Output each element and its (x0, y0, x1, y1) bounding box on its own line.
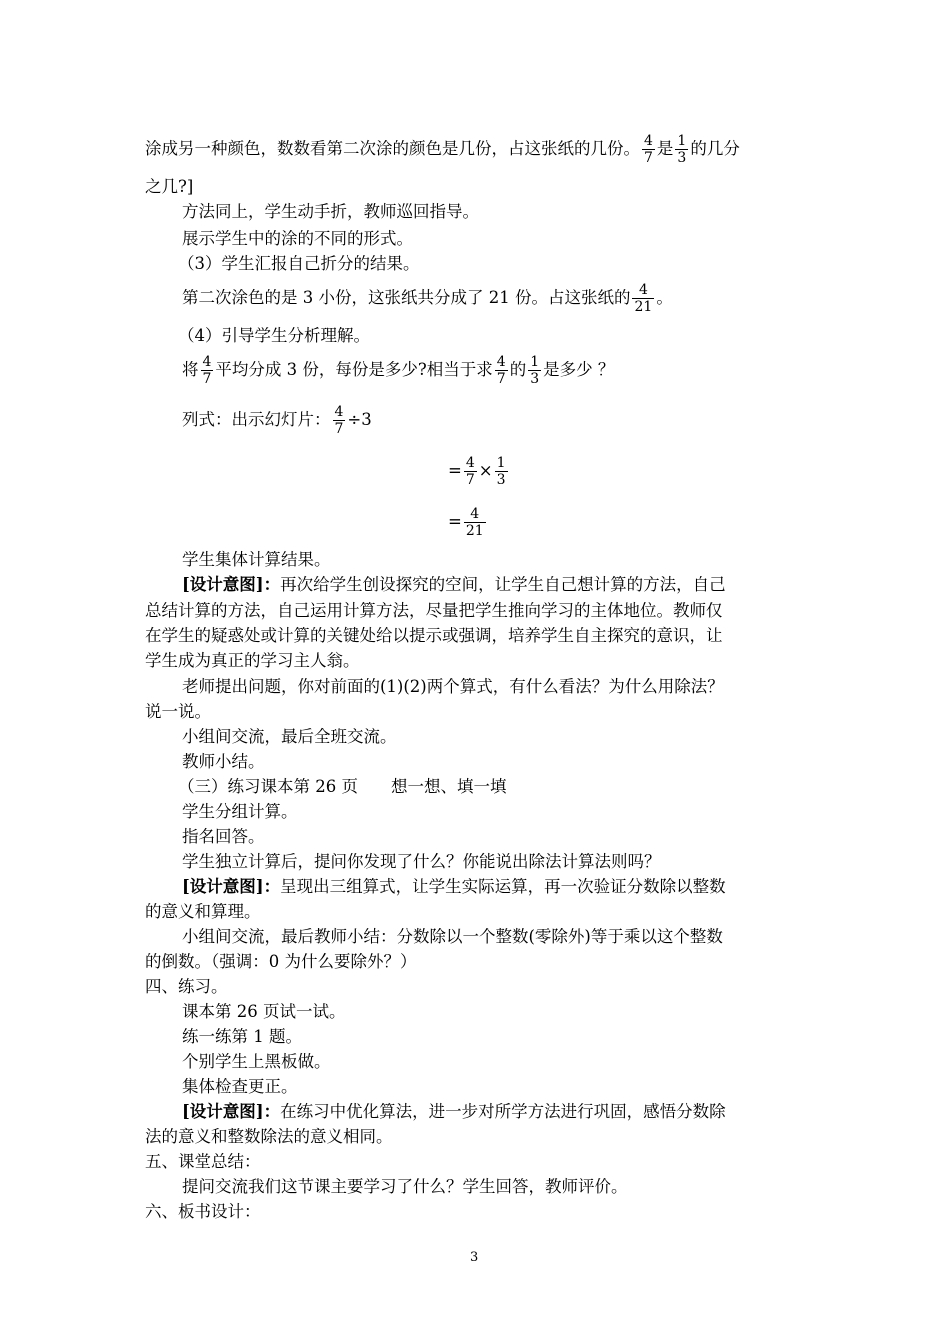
design-intent-label: [设计意图]： (182, 1102, 281, 1121)
denominator: 21 (465, 523, 484, 539)
equals-sign: = (448, 461, 462, 480)
equation-line (448, 455, 510, 488)
denominator: 7 (202, 371, 212, 387)
text-line: 的意义和算理。 (145, 902, 261, 921)
fraction (464, 455, 477, 488)
text-span: 涂成另一种颜色，数数看第二次涂的颜色是几份，占这张纸的几份。 (145, 139, 640, 158)
fraction (528, 354, 541, 387)
design-intent-label: [设计意图]： (182, 877, 281, 896)
denominator: 7 (644, 150, 653, 166)
text-line (182, 876, 726, 898)
numerator: 4 (202, 354, 212, 370)
text-line: （4）引导学生分析理解。 (178, 326, 370, 345)
text-line: 的倒数。（强调：0 为什么要除外？） (145, 952, 417, 971)
denominator: 3 (496, 472, 506, 488)
text-line: 提问交流我们这节课主要学习了什么？学生回答，教师评价。 (182, 1177, 628, 1196)
text-line: 小组间交流，最后教师小结：分数除以一个整数(零除外)等于乘以这个整数 (182, 927, 723, 946)
fraction (675, 133, 688, 166)
text-line: 课本第 26 页试一试。 (182, 1002, 346, 1021)
denominator: 3 (530, 371, 540, 387)
fraction (495, 455, 508, 488)
numerator: 1 (530, 354, 540, 370)
text-line: 教师小结。 (182, 752, 265, 771)
text-line (182, 574, 726, 596)
numerator: 1 (677, 133, 687, 149)
text-line (182, 282, 673, 315)
text-span: 的 (509, 360, 527, 379)
text-line: 学生分组计算。 (182, 802, 298, 821)
text-span: 呈现出三组算式，让学生实际运算，再一次验证分数除以整数 (280, 877, 726, 896)
text-span: 列式：出示幻灯片： (182, 410, 331, 429)
numerator: 4 (632, 282, 654, 299)
text-span: 是多少 ？ (543, 360, 615, 379)
text-span: 将 (182, 360, 199, 379)
text-line: 集体检查更正。 (182, 1077, 298, 1096)
equation-line (448, 506, 488, 539)
text-span: 平均分成 3 份，每份是多少?相当于求 (215, 360, 493, 379)
fraction (201, 354, 214, 387)
numerator: 4 (496, 354, 506, 370)
text-line: 之几?] (145, 177, 194, 196)
denominator: 3 (677, 150, 687, 166)
text-line (182, 404, 372, 437)
text-line: 练一练第 1 题。 (182, 1027, 302, 1046)
page-number: 3 (470, 1250, 479, 1265)
text-span: 。 (656, 288, 673, 307)
fraction (495, 354, 508, 387)
denominator: 7 (334, 421, 344, 437)
text-span: 第二次涂色的是 3 小份，这张纸共分成了 21 份。占这张纸的 (182, 288, 631, 307)
fraction (333, 404, 346, 437)
times-sign: × (478, 461, 493, 480)
text-line (182, 354, 614, 387)
fraction (464, 506, 486, 539)
text-line: 方法同上，学生动手折，教师巡回指导。 (182, 202, 479, 221)
text-line: 小组间交流，最后全班交流。 (182, 727, 397, 746)
denominator: 7 (496, 371, 506, 387)
fraction (632, 282, 654, 315)
text-line: 指名回答。 (182, 827, 265, 846)
text-line: 在学生的疑惑处或计算的关键处给以提示或强调，培养学生自主探究的意识，让 (145, 626, 723, 645)
text-line: 法的意义和整数除法的意义相同。 (145, 1127, 393, 1146)
design-intent-label: [设计意图]： (182, 575, 281, 594)
numerator: 4 (334, 404, 344, 420)
section-heading: 五、课堂总结： (145, 1152, 261, 1171)
text-span: 再次给学生创设探究的空间，让学生自己想计算的方法，自己 (280, 575, 726, 594)
numerator: 1 (496, 455, 506, 471)
text-line: 总结计算的方法，自己运用计算方法，尽量把学生推向学习的主体地位。教师仅 (145, 601, 723, 620)
text-line: 学生成为真正的学习主人翁。 (145, 651, 360, 670)
text-line: （三）练习课本第 26 页 想一想、填一填 (178, 777, 507, 796)
text-line: （3）学生汇报自己折分的结果。 (178, 254, 420, 273)
equals-sign: = (448, 512, 462, 531)
text-line: 学生集体计算结果。 (182, 550, 331, 569)
numerator: 4 (464, 506, 486, 523)
text-line: 展示学生中的涂的不同的形式。 (182, 229, 413, 248)
text-line: 个别学生上黑板做。 (182, 1052, 331, 1071)
text-span: 在练习中优化算法，进一步对所学方法进行巩固，感悟分数除 (280, 1102, 726, 1121)
denominator: 21 (634, 299, 653, 315)
text-line: 老师提出问题，你对前面的(1)(2)两个算式，有什么看法？为什么用除法？ (182, 677, 724, 696)
text-span: ÷3 (347, 410, 372, 429)
text-span: 是 (656, 139, 674, 158)
text-line (182, 1101, 726, 1123)
denominator: 7 (465, 472, 475, 488)
text-line: 说一说。 (145, 702, 211, 721)
fraction (642, 133, 655, 166)
text-line: 学生独立计算后，提问你发现了什么？你能说出除法计算法则吗？ (182, 852, 661, 871)
text-span: 的几分 (690, 139, 740, 158)
section-heading: 四、练习。 (145, 977, 228, 996)
numerator: 4 (465, 455, 475, 471)
section-heading: 六、板书设计： (145, 1202, 261, 1221)
numerator: 4 (644, 133, 653, 149)
text-line (145, 133, 740, 166)
